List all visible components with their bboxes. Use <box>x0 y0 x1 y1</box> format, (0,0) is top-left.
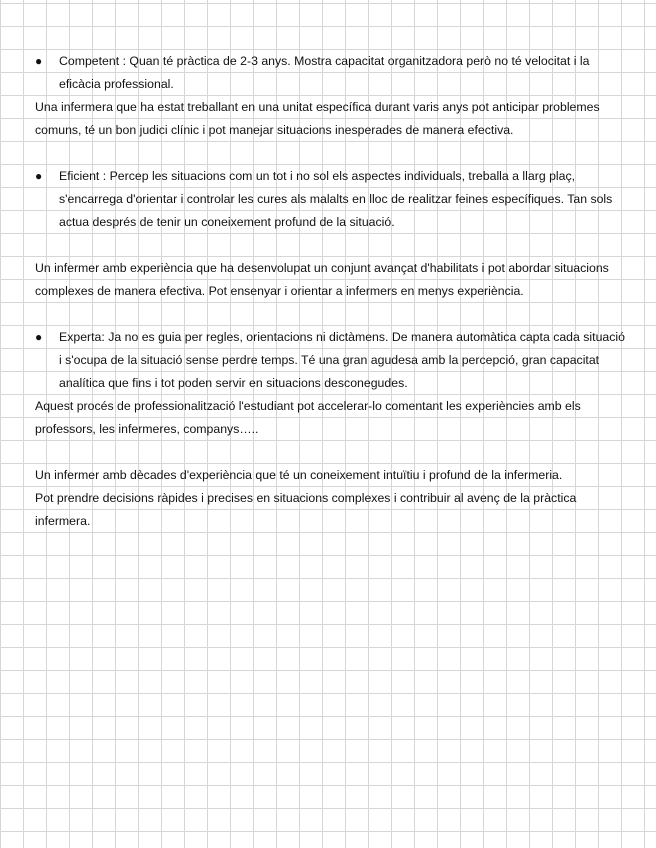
list-item-competent <box>35 50 625 96</box>
bullet-icon: ● <box>35 330 43 344</box>
eficient-description: Un infermer amb experiència que ha desenvolupat un conjunt avançat d'habilitats i pot abordar situacions complexes de manera efectiva. Pot ensenyar i orientar a infermers en menys experiència. <box>35 261 609 298</box>
bullet-icon: ● <box>35 54 43 68</box>
bullet-icon: ● <box>35 169 43 183</box>
spacer <box>35 234 625 257</box>
competent-description: Una infermera que ha estat treballant en una unitat específica durant varis anys pot anticipar problemes comuns, té un bon judici clínic i pot manejar situacions inesperades de manera efectiva. <box>35 100 600 137</box>
spacer <box>35 142 625 165</box>
spacer <box>35 303 625 326</box>
experta-text: Experta: Ja no es guia per regles, orientacions ni dictàmens. De manera automàtica capta cada situació i s'ocupa de la situació sense perdre temps. Té una gran agudesa amb la percepció, gran capacitat analítica que fins i tot poden servir en situacions desconegudes. <box>59 330 625 390</box>
document-page <box>35 50 625 533</box>
list-item-eficient <box>35 165 625 234</box>
spacer <box>35 441 625 464</box>
experta-description-1: Un infermer amb dècades d'experiència que té un coneixement intuïtiu i profund de la infermeria. <box>35 468 563 482</box>
experta-description-2: Pot prendre decisions ràpides i precises en situacions complexes i contribuir al avenç de la pràctica infermera. <box>35 491 577 528</box>
competent-text: Competent : Quan té pràctica de 2-3 anys. Mostra capacitat organitzadora però no té velocitat i la eficàcia professional. <box>59 54 590 91</box>
eficient-text: Eficient : Percep les situacions com un tot i no sol els aspectes individuals, treballa a llarg plaç, s'encarrega d'orientar i controlar les cures als malalts en lloc de realitzar feines específiques. Tan sols actua després de tenir un coneixement profund de la situació. <box>59 169 613 229</box>
experta-process: Aquest procés de professionalització l'estudiant pot accelerar-lo comentant les experiències amb els professors, les infermeres, companys….. <box>35 399 581 436</box>
list-item-experta <box>35 326 625 395</box>
